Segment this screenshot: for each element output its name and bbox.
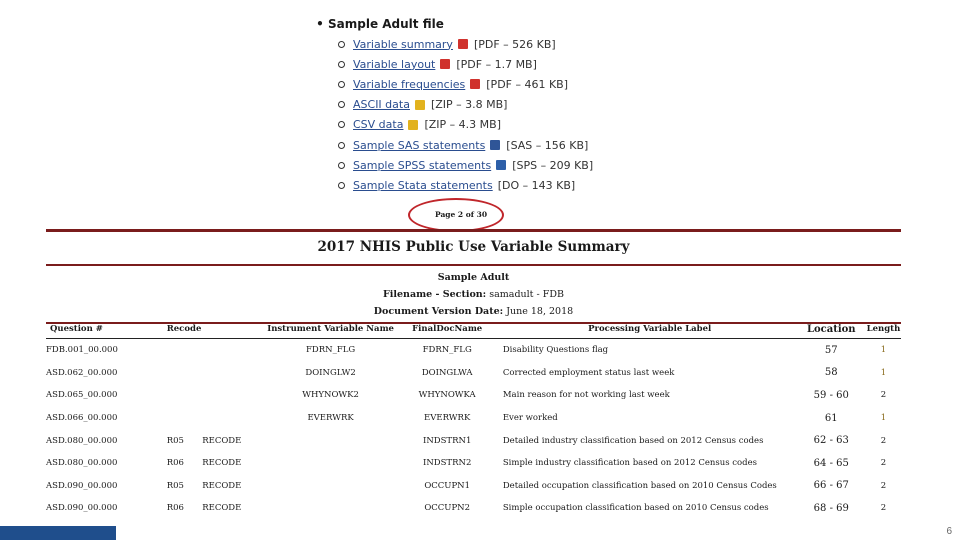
circle-bullet-icon <box>338 81 345 88</box>
processing-label-cell: Main reason for not working last week <box>502 390 670 401</box>
page-number-marker: Page 2 of 30 <box>435 210 488 219</box>
spss-icon <box>496 160 506 170</box>
final-doc-name-cell: WHYNOWKA <box>418 390 476 401</box>
variable-summary-document <box>46 229 901 324</box>
instrument-variable-cell: FDRN_FLG <box>306 345 356 356</box>
location-cell: 61 <box>824 412 838 424</box>
location-cell: 59 - 60 <box>813 389 849 401</box>
file-size: [PDF – 1.7 MB] <box>456 57 537 71</box>
final-doc-name-cell: DOINGLWA <box>421 367 473 378</box>
top-rule <box>46 229 901 232</box>
recode-cell <box>202 362 261 385</box>
final-doc-name-cell: OCCUPN2 <box>424 503 471 514</box>
location-cell: 62 - 63 <box>813 435 849 447</box>
version-label: Document Version Date: <box>373 306 504 317</box>
instrument-variable-cell <box>262 429 400 452</box>
recode-cell <box>202 339 261 362</box>
filename-label: Filename - Section: <box>383 289 487 300</box>
file-size: [PDF – 526 KB] <box>473 37 556 51</box>
question-cell: ASD.066_00.000 <box>46 413 118 424</box>
footer-accent-bar <box>0 526 116 540</box>
location-cell: 68 - 69 <box>813 502 849 514</box>
processing-label-cell: Detailed industry classification based on 2012 Census codes <box>502 435 764 446</box>
file-item <box>338 135 642 155</box>
col-length: Length <box>866 320 901 339</box>
final-doc-name-cell: INDSTRN2 <box>423 458 472 469</box>
question-cell: ASD.062_00.000 <box>46 367 118 378</box>
table-row <box>46 452 901 475</box>
col-question: Question # <box>46 320 167 339</box>
version-value: June 18, 2018 <box>506 306 574 317</box>
final-doc-name-cell: INDSTRN1 <box>423 435 472 446</box>
sas-icon <box>490 140 500 150</box>
question-cell: ASD.090_00.000 <box>46 503 118 514</box>
file-link[interactable]: CSV data <box>353 118 404 132</box>
file-size: [SPS – 209 KB] <box>512 158 594 172</box>
length-cell: 1 <box>880 413 887 424</box>
final-doc-name-cell: FDRN_FLG <box>422 345 472 356</box>
question-cell: ASD.090_00.000 <box>46 480 118 491</box>
processing-label-cell: Simple industry classification based on 2012 Census codes <box>502 458 757 469</box>
col-recode: Recode <box>167 320 262 339</box>
slide-number: 6 <box>946 526 952 537</box>
col-final-doc-name: FinalDocName <box>400 320 495 339</box>
file-item <box>338 95 642 115</box>
pdf-icon <box>440 59 450 69</box>
sample-adult-file-heading <box>312 14 642 34</box>
instrument-variable-cell: EVERWRK <box>307 413 354 424</box>
document-title: 2017 NHIS Public Use Variable Summary <box>317 239 630 255</box>
pdf-icon <box>458 39 468 49</box>
instrument-variable-cell <box>262 452 400 475</box>
bullet-icon: • <box>316 17 324 31</box>
recode-code-cell <box>167 384 203 407</box>
length-cell: 2 <box>880 435 887 446</box>
version-line <box>46 303 901 320</box>
processing-label-cell: Simple occupation classification based on 2010 Census codes <box>502 503 769 514</box>
circle-bullet-icon <box>338 101 345 108</box>
table-row <box>46 429 901 452</box>
length-cell: 2 <box>880 480 887 491</box>
file-link[interactable]: ASCII data <box>353 98 410 112</box>
final-doc-name-cell: EVERWRK <box>424 413 471 424</box>
title-rule <box>46 264 901 266</box>
table-row <box>46 497 901 520</box>
circle-bullet-icon <box>338 162 345 169</box>
table-header-row <box>46 320 901 339</box>
filename-value: samadult - FDB <box>489 289 564 300</box>
file-link[interactable]: Sample Stata statements <box>353 178 493 192</box>
pdf-icon <box>470 79 480 89</box>
circle-bullet-icon <box>338 61 345 68</box>
col-location: Location <box>797 320 866 339</box>
heading-label: Sample Adult file <box>328 17 444 31</box>
recode-cell <box>202 407 261 430</box>
table-row <box>46 475 901 498</box>
file-item <box>338 175 642 195</box>
table-row <box>46 407 901 430</box>
download-list <box>312 14 642 196</box>
recode-code-cell <box>167 362 203 385</box>
file-size: [DO – 143 KB] <box>497 178 576 192</box>
file-item <box>338 54 642 74</box>
file-size: [PDF – 461 KB] <box>486 77 569 91</box>
circle-bullet-icon <box>338 182 345 189</box>
file-size: [ZIP – 3.8 MB] <box>430 98 508 112</box>
length-cell: 1 <box>880 367 887 378</box>
file-link[interactable]: Sample SAS statements <box>353 138 486 152</box>
processing-label-cell: Detailed occupation classification based on 2010 Census Codes <box>502 480 777 491</box>
zip-icon <box>408 120 418 130</box>
location-cell: 57 <box>824 344 838 356</box>
file-item <box>338 74 642 94</box>
file-size: [SAS – 156 KB] <box>506 138 589 152</box>
length-cell: 2 <box>880 503 887 514</box>
instrument-variable-cell: DOINGLW2 <box>305 367 356 378</box>
length-cell: 2 <box>880 390 887 401</box>
recode-code-cell <box>167 407 203 430</box>
filename-line <box>46 286 901 303</box>
col-instrument-variable: Instrument Variable Name <box>262 320 400 339</box>
recode-cell: RECODE <box>202 435 242 446</box>
table-row <box>46 339 901 362</box>
instrument-variable-cell: WHYNOWK2 <box>302 390 359 401</box>
question-cell: FDB.001_00.000 <box>46 345 118 356</box>
question-cell: ASD.080_00.000 <box>46 435 118 446</box>
file-item <box>338 115 642 135</box>
recode-cell <box>202 384 261 407</box>
processing-label-cell: Ever worked <box>502 413 558 424</box>
file-links <box>312 34 642 196</box>
length-cell: 1 <box>880 345 887 356</box>
variable-table <box>46 320 901 520</box>
table-row <box>46 384 901 407</box>
file-link[interactable]: Variable summary <box>353 37 453 51</box>
location-cell: 66 - 67 <box>813 480 849 492</box>
document-subtitle: Sample Adult <box>437 272 510 283</box>
file-link[interactable]: Sample SPSS statements <box>353 158 492 172</box>
zip-icon <box>415 100 425 110</box>
file-link[interactable]: Variable layout <box>353 57 436 71</box>
recode-code-cell <box>167 339 203 362</box>
col-processing-label: Processing Variable Label <box>495 320 797 339</box>
location-cell: 64 - 65 <box>813 457 849 469</box>
instrument-variable-cell <box>262 497 400 520</box>
question-cell: ASD.080_00.000 <box>46 458 118 469</box>
recode-code-cell: R05 <box>166 435 184 446</box>
length-cell: 2 <box>880 458 887 469</box>
recode-cell: RECODE <box>202 480 242 491</box>
question-cell: ASD.065_00.000 <box>46 390 118 401</box>
instrument-variable-cell <box>262 475 400 498</box>
processing-label-cell: Corrected employment status last week <box>502 367 675 378</box>
recode-cell: RECODE <box>202 458 242 469</box>
recode-code-cell: R06 <box>166 458 184 469</box>
location-cell: 58 <box>824 367 838 379</box>
final-doc-name-cell: OCCUPN1 <box>424 480 471 491</box>
file-item <box>338 34 642 54</box>
circle-bullet-icon <box>338 121 345 128</box>
circle-bullet-icon <box>338 41 345 48</box>
recode-cell: RECODE <box>202 503 242 514</box>
recode-code-cell: R05 <box>166 480 184 491</box>
file-size: [ZIP – 4.3 MB] <box>424 118 501 132</box>
table-row <box>46 362 901 385</box>
file-link[interactable]: Variable frequencies <box>353 77 466 91</box>
circle-bullet-icon <box>338 142 345 149</box>
file-item <box>338 155 642 175</box>
processing-label-cell: Disability Questions flag <box>502 345 609 356</box>
recode-code-cell: R06 <box>166 503 184 514</box>
